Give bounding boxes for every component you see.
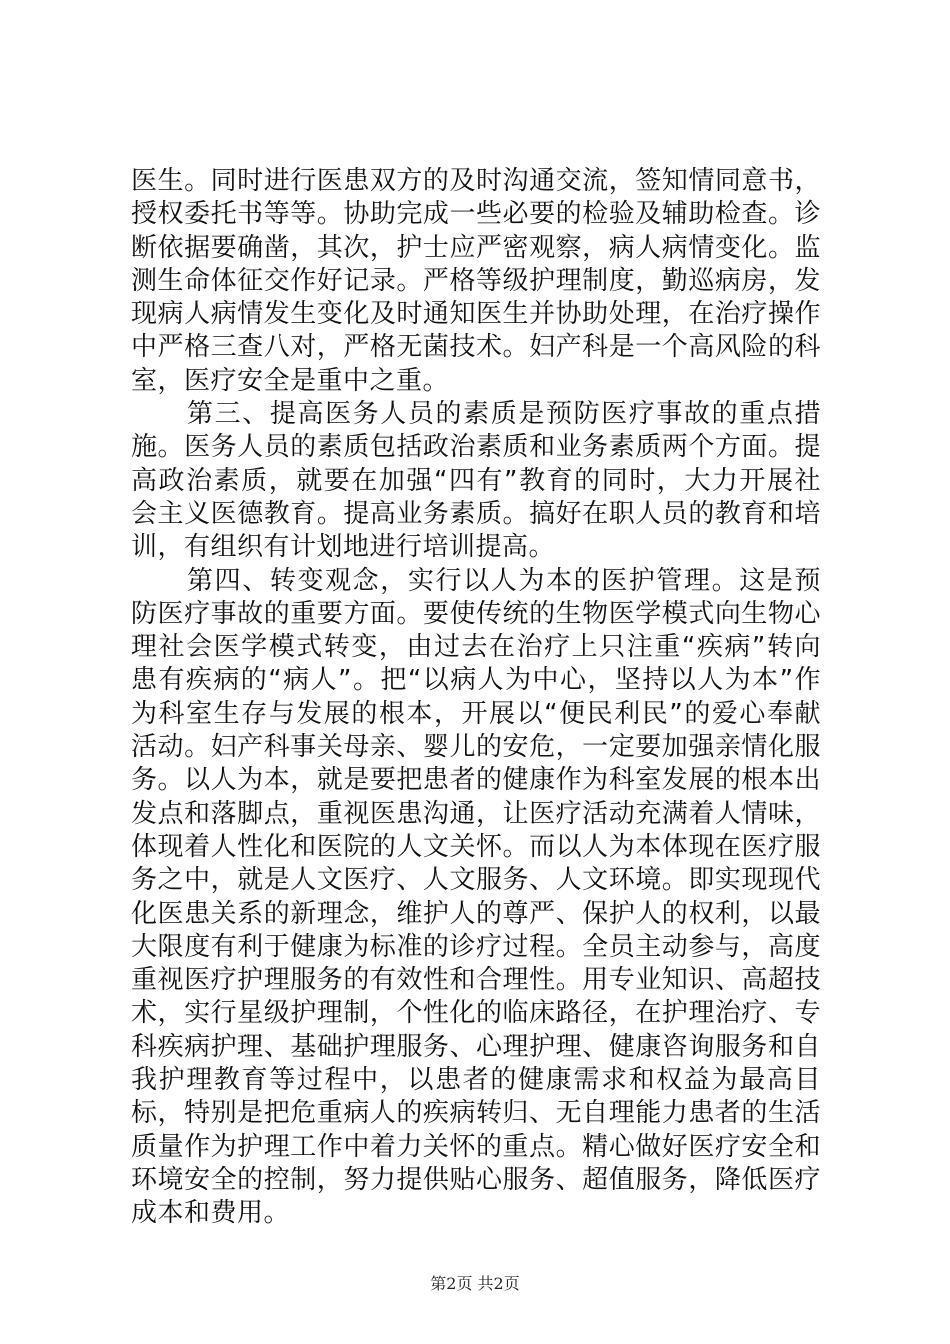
paragraph-3: 第四、转变观念，实行以人为本的医护管理。这是预防医疗事故的重要方面。要使传统的生物医学模式向生物心理社会医学模式转变，由过去在治疗上只注重“疾病”转向患有疾病的“病人”。把“以病人为中心，坚持以人为本”作为科室生存与发展的根本，开展以“便民利民”的爱心奉献活动。妇产科事关母亲、婴儿的安危，一定要加强亲情化服务。以人为本，就是要把患者的健康作为科室发展的根本出发点和落脚点，重视医患沟通，让医疗活动充满着人情味，体现着人性化和医院的人文关怀。而以人为本体现在医疗服务之中，就是人文医疗、人文服务、人文环境。即实现现代化医患关系的新理念，维护人的尊严、保护人的权利，以最大限度有利于健康为标准的诊疗过程。全员主动参与，高度重视医疗护理服务的有效性和合理性。用专业知识、高超技术，实行星级护理制，个性化的临床路径，在护理治疗、专科疾病护理、基础护理服务、心理护理、健康咨询服务和自我护理教育等过程中，以患者的健康需求和权益为最高目标，特别是把危重病人的疾病转归、无自理能力患者的生活质量作为护理工作中着力关怀的重点。精心做好医疗安全和环境安全的控制，努力提供贴心服务、超值服务，降低医疗成本和费用。 xyxy=(131,565,821,1229)
document-body xyxy=(131,165,821,1231)
paragraph-2: 第三、提高医务人员的素质是预防医疗事故的重点措施。医务人员的素质包括政治素质和业务素质两个方面。提高政治素质，就要在加强“四有”教育的同时，大力开展社会主义医德教育。提高业务素质。搞好在职人员的教育和培训，有组织有计划地进行培训提高。 xyxy=(131,399,821,563)
paragraph-1: 医生。同时进行医患双方的及时沟通交流，签知情同意书，授权委托书等等。协助完成一些必要的检验及辅助检查。诊断依据要确凿，其次，护士应严密观察，病人病情变化。监测生命体征交作好记录。严格等级护理制度，勤巡病房，发现病人病情发生变化及时通知医生并协助处理，在治疗操作中严格三查八对，严格无菌技术。妇产科是一个高风险的科室，医疗安全是重中之重。 xyxy=(131,166,821,396)
page-footer: 第2页 共2页 xyxy=(430,1274,520,1293)
